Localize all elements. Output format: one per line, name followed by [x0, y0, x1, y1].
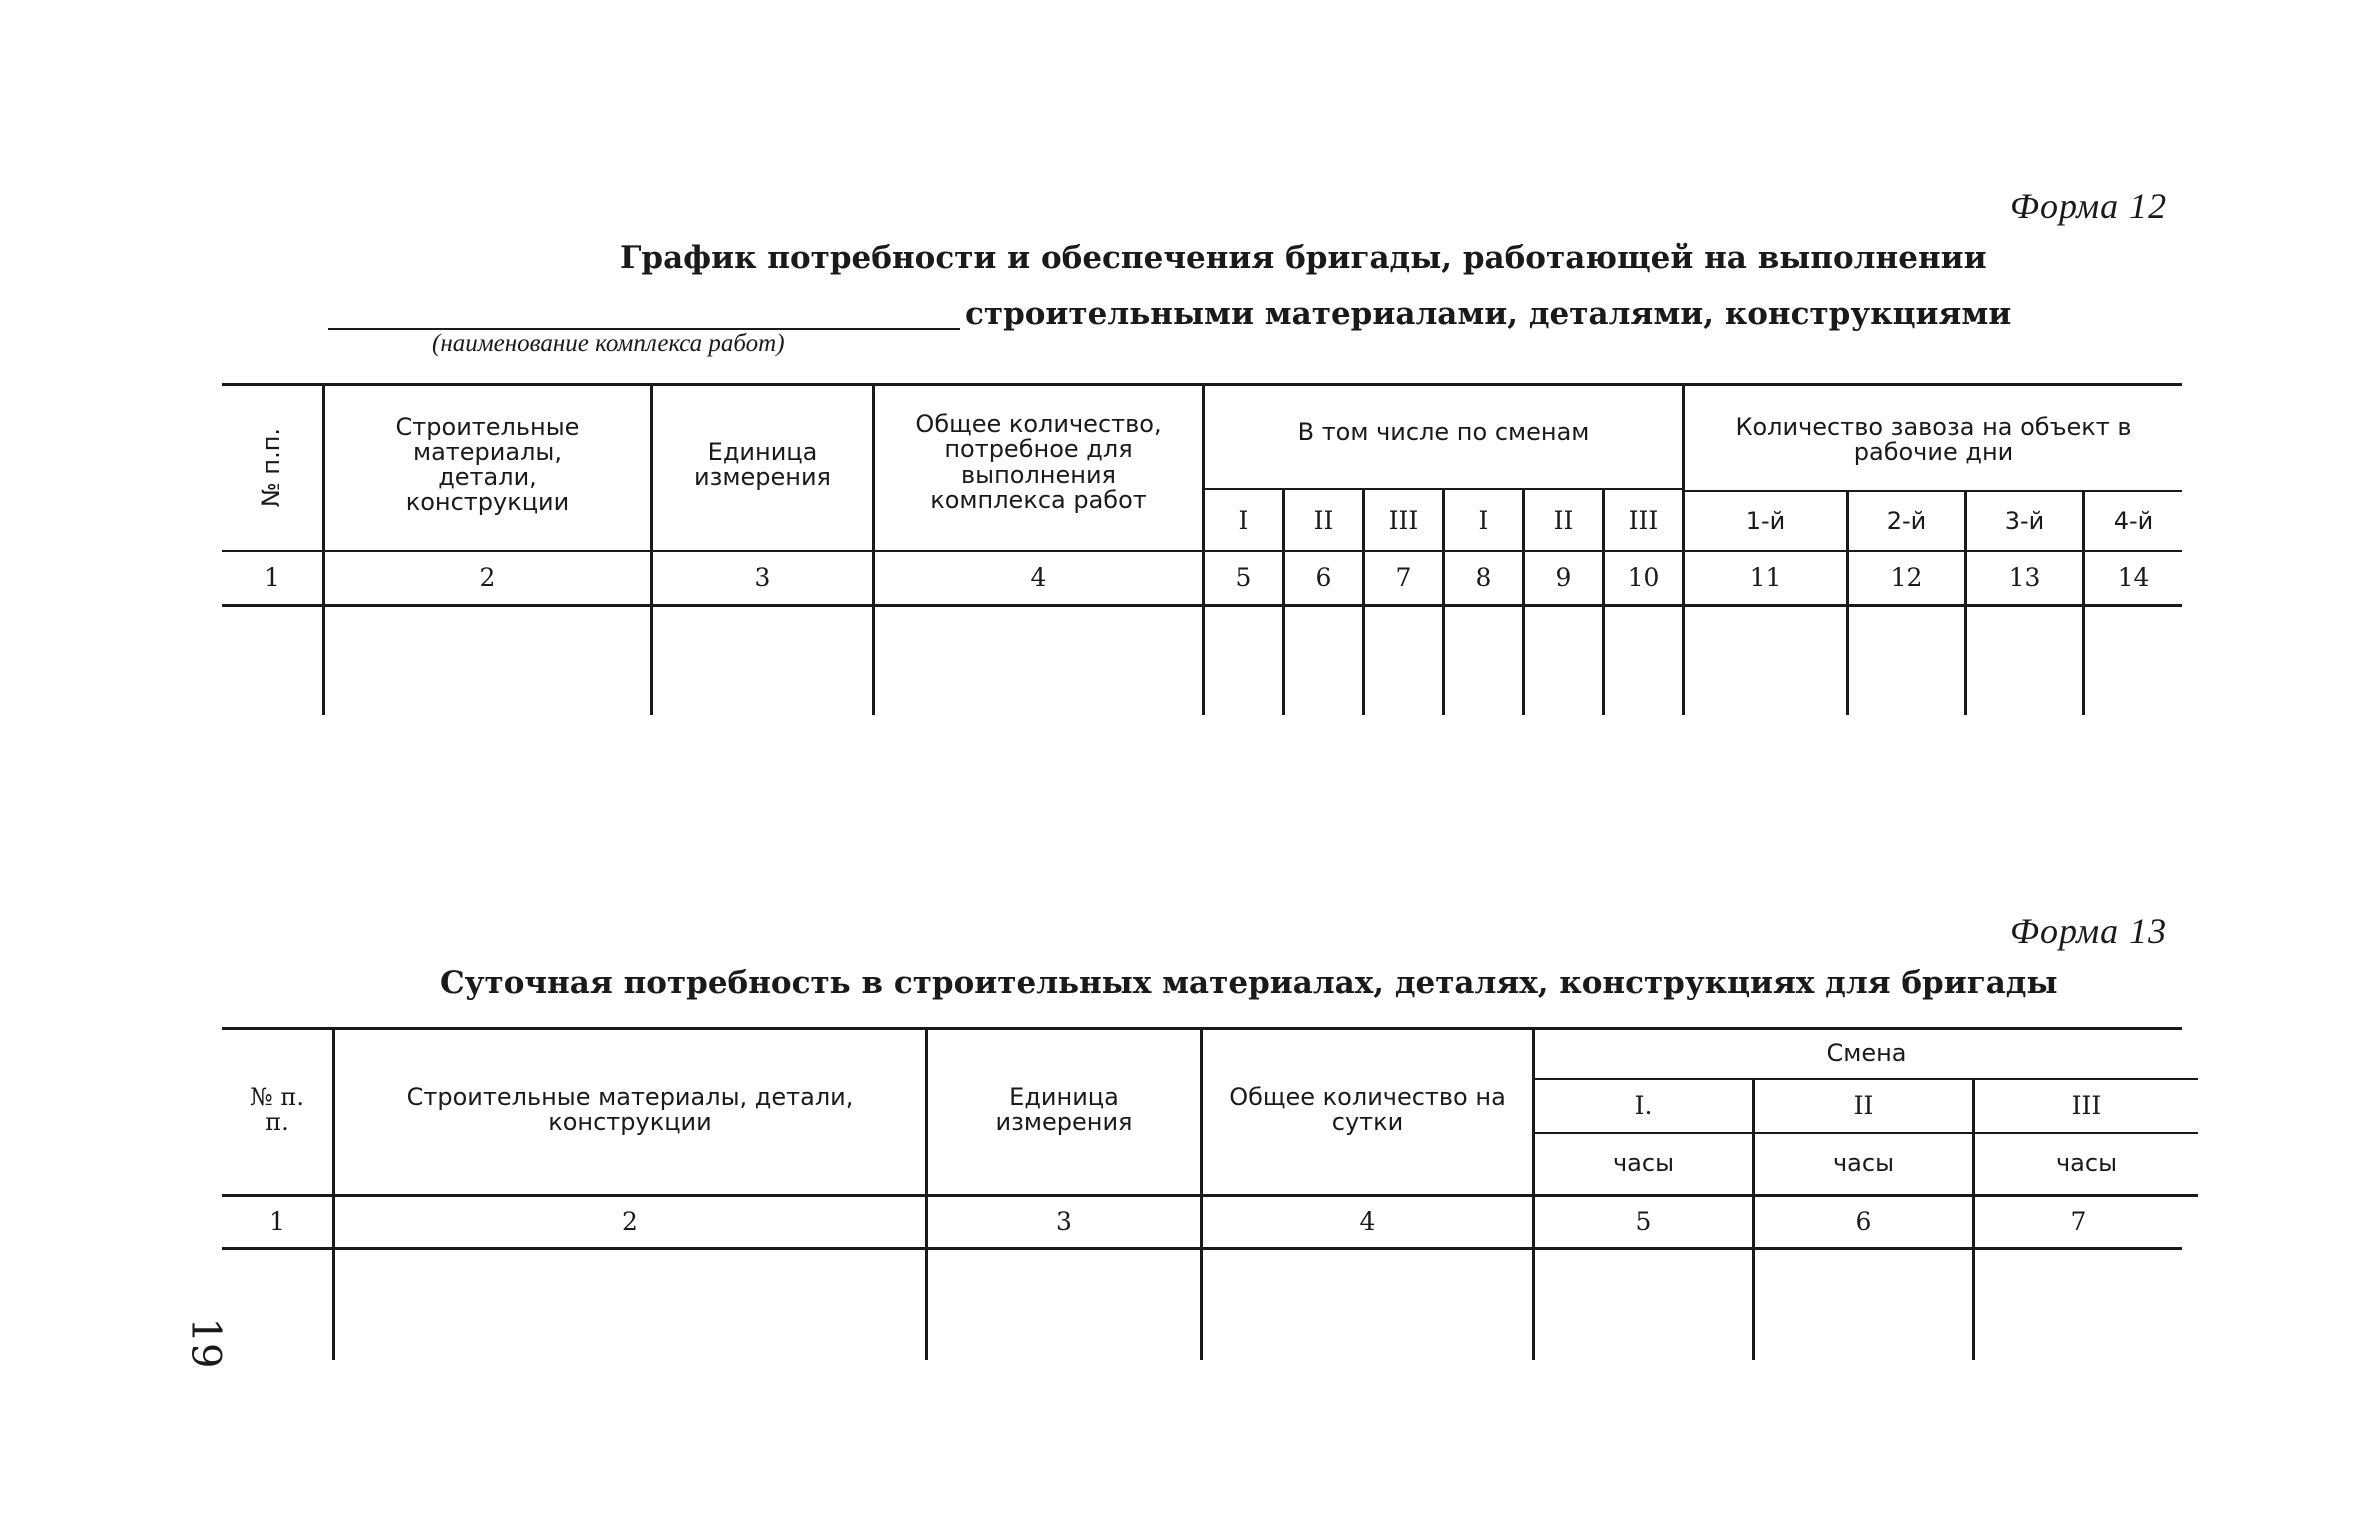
form12-col-number: 14 [2117, 563, 2150, 593]
form13-header-shift: Смена [1826, 1039, 1907, 1068]
form12-col-number: 8 [1475, 563, 1492, 593]
form12-header-unit: Единица измерения [694, 437, 831, 491]
form12-header-num [222, 385, 322, 550]
form13-header-materials: Строительные материалы, детали, конструкции [406, 1082, 854, 1136]
form12-delivery-subrule [1682, 490, 2182, 492]
form12-header-delivery: Количество завоза на объект в рабочие дни [1735, 412, 2132, 466]
form12-col-number: 3 [754, 563, 771, 593]
form12-col-number: 11 [1749, 563, 1782, 593]
form12-col-number: 1 [264, 563, 280, 593]
form12-title-line1: График потребности и обеспечения бригады, работающей на выполнении [620, 240, 1987, 276]
form12-shift-label: II [1313, 505, 1334, 535]
form12-day-label: 4-й [2113, 507, 2154, 536]
form13-hours-label: часы [1832, 1149, 1895, 1178]
form12-day-label: 2-й [1886, 507, 1927, 536]
form13-shift-label: I. [1634, 1090, 1653, 1120]
form12-col-number: 2 [479, 563, 496, 593]
form13-hours-label: часы [2055, 1149, 2118, 1178]
form12-day-label: 1-й [1745, 507, 1786, 536]
form12-shift-label: III [1628, 505, 1659, 535]
form12-col-number: 6 [1315, 563, 1332, 593]
form12-col-number: 13 [2008, 563, 2041, 593]
form13-header-unit: Единица измерения [995, 1082, 1133, 1136]
form13-col-number: 7 [2070, 1206, 2087, 1236]
form12-day-label: 3-й [2004, 507, 2045, 536]
form13-shift-label: II [1853, 1090, 1874, 1120]
form13-col-number: 1 [269, 1206, 285, 1236]
form12-col-number: 5 [1235, 563, 1252, 593]
form12-col-number: 12 [1890, 563, 1923, 593]
form12-col-number: 9 [1555, 563, 1572, 593]
form12-shift-label: I [1478, 505, 1489, 535]
form12-col-number: 10 [1627, 563, 1660, 593]
form13-header-num: № п. п. [250, 1082, 304, 1136]
form12-shift-label: I [1238, 505, 1249, 535]
form12-title-line2: строительными материалами, деталями, конструкциями [965, 296, 2012, 332]
form13-col-number: 2 [622, 1206, 638, 1236]
form12-col-number: 7 [1395, 563, 1412, 593]
form12-col-number: 4 [1030, 563, 1047, 593]
form13-label: Форма 13 [2010, 911, 2168, 951]
form12-header-shifts: В том числе по сменам [1297, 418, 1590, 447]
form13-header-total: Общее количество на сутки [1229, 1082, 1506, 1136]
form13-shift-label: III [2071, 1090, 2102, 1120]
form12-shift-label: II [1553, 505, 1574, 535]
form12-shift-label: III [1388, 505, 1419, 535]
form12-header-materials: Строительные материалы, детали, конструкции [395, 412, 580, 517]
page-number: 19 [182, 1317, 229, 1369]
form12-label: Форма 12 [2010, 186, 2168, 226]
form13-title: Суточная потребность в строительных материалах, деталях, конструкциях для бригады [440, 965, 2058, 1001]
form12-header-num-text: № п.п. [257, 427, 286, 508]
form12-blank-note: (наименование комплекса работ) [432, 330, 785, 357]
form13-col-number: 4 [1359, 1206, 1376, 1236]
form13-col-number: 5 [1635, 1206, 1652, 1236]
form12-header-total: Общее количество, потребное для выполнения комплекса работ [915, 410, 1162, 514]
form13-col-number: 3 [1056, 1206, 1072, 1236]
form13-col-number: 6 [1855, 1206, 1872, 1236]
form13-hours-label: часы [1612, 1149, 1675, 1178]
